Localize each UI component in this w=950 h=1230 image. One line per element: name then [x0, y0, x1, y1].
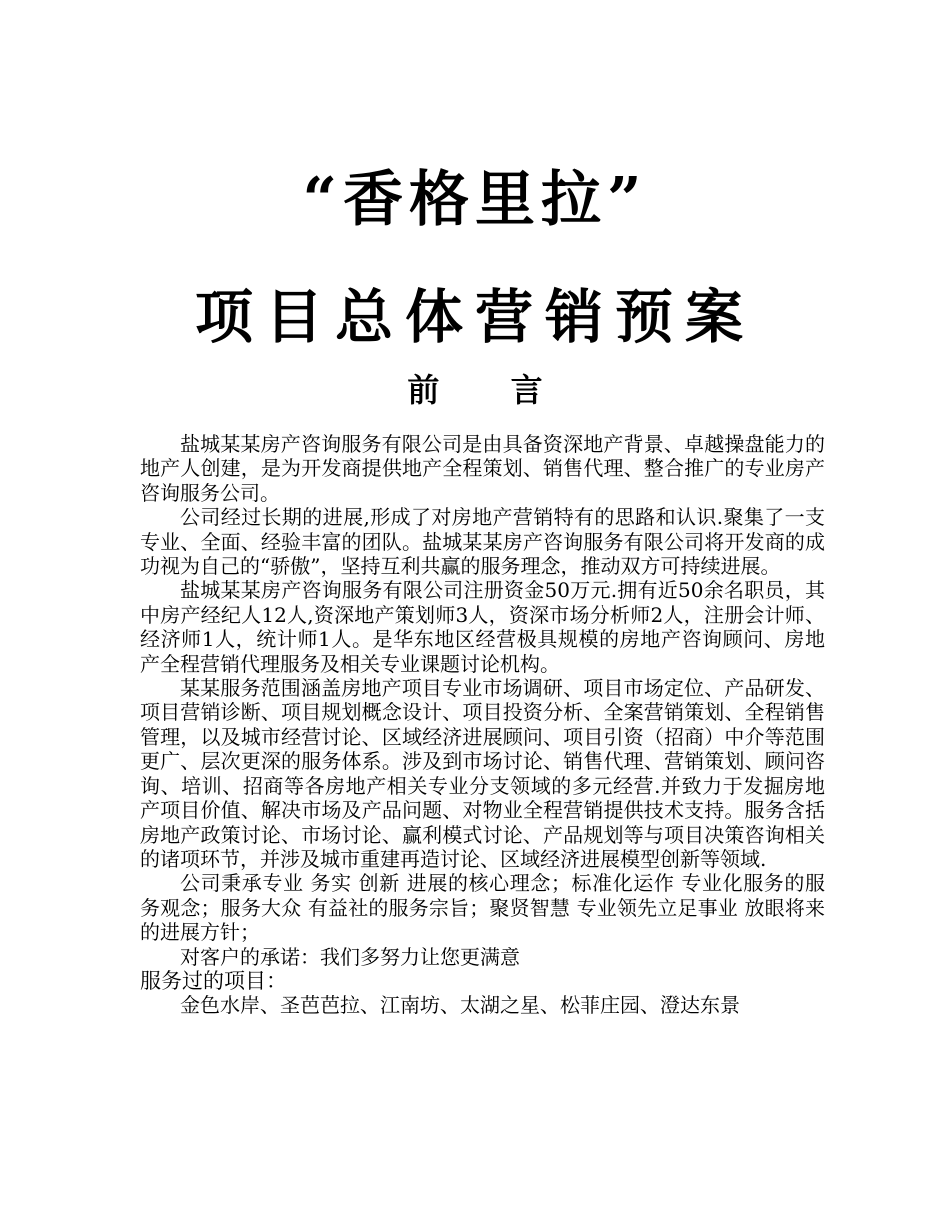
paragraph-service-scope: 某某服务范围涵盖房地产项目专业市场调研、项目市场定位、产品研发、项目营销诊断、项目规划概念设计、项目投资分析、全案营销策划、全程销售管理，以及城市经营讨论、区域经济进展顾问、项目引资（招商）中介等范围更广、层次更深的服务体系。涉及到市场讨论、销售代理、营销策划、顾问咨询、培训、招商等各房地产相关专业分支领域的多元经营.并致力于发掘房地产项目价值、解决市场及产品问题、对物业全程营销提供技术支持。服务含括房地产政策讨论、市场讨论、赢利模式讨论、产品规划等与项目决策咨询相关的诸项环节，并涉及城市重建再造讨论、区域经济进展模型创新等领域. — [140, 676, 825, 871]
projects-list: 金色水岸、圣芭芭拉、江南坊、太湖之星、松菲庄园、澄达东景 — [180, 993, 740, 1018]
document-body — [140, 432, 825, 1018]
projects-heading: 服务过的项目： — [140, 968, 287, 993]
document-title-line1: “香格里拉” — [302, 165, 648, 235]
paragraph-company-intro: 盐城某某房产咨询服务有限公司是由具备资深地产背景、卓越操盘能力的地产人创建，是为开发商提供地产全程策划、销售代理、整合推广的专业房产咨询服务公司。 — [140, 432, 825, 505]
paragraph-customer-promise: 对客户的承诺：我们多努力让您更满意 — [180, 944, 520, 969]
document-title-line2: 项目总体营销预案 — [194, 283, 755, 351]
paragraph-company-development: 公司经过长期的进展,形成了对房地产营销特有的思路和认识.聚集了一支专业、全面、经验丰富的团队。盐城某某房产咨询服务有限公司将开发商的成功视为自己的“骄傲”，坚持互利共赢的服务理念，推动双方可持续进展。 — [140, 505, 825, 579]
paragraph-company-philosophy: 公司秉承专业 务实 创新 进展的核心理念；标准化运作 专业化服务的服务观念；服务大众 有益社的服务宗旨；聚贤智慧 专业领先立足事业 放眼将来的进展方针； — [140, 871, 825, 945]
paragraph-company-staff: 盐城某某房产咨询服务有限公司注册资金50万元.拥有近50余名职员，其中房产经纪人12人,资深地产策划师3人，资深市场分析师2人，注册会计师、经济师1人，统计师1人。是华东地区经营极具规模的房地产咨询顾问、房地产全程营销代理服务及相关专业课题讨论机构。 — [140, 578, 825, 676]
preface-heading: 前 言 — [407, 371, 573, 409]
